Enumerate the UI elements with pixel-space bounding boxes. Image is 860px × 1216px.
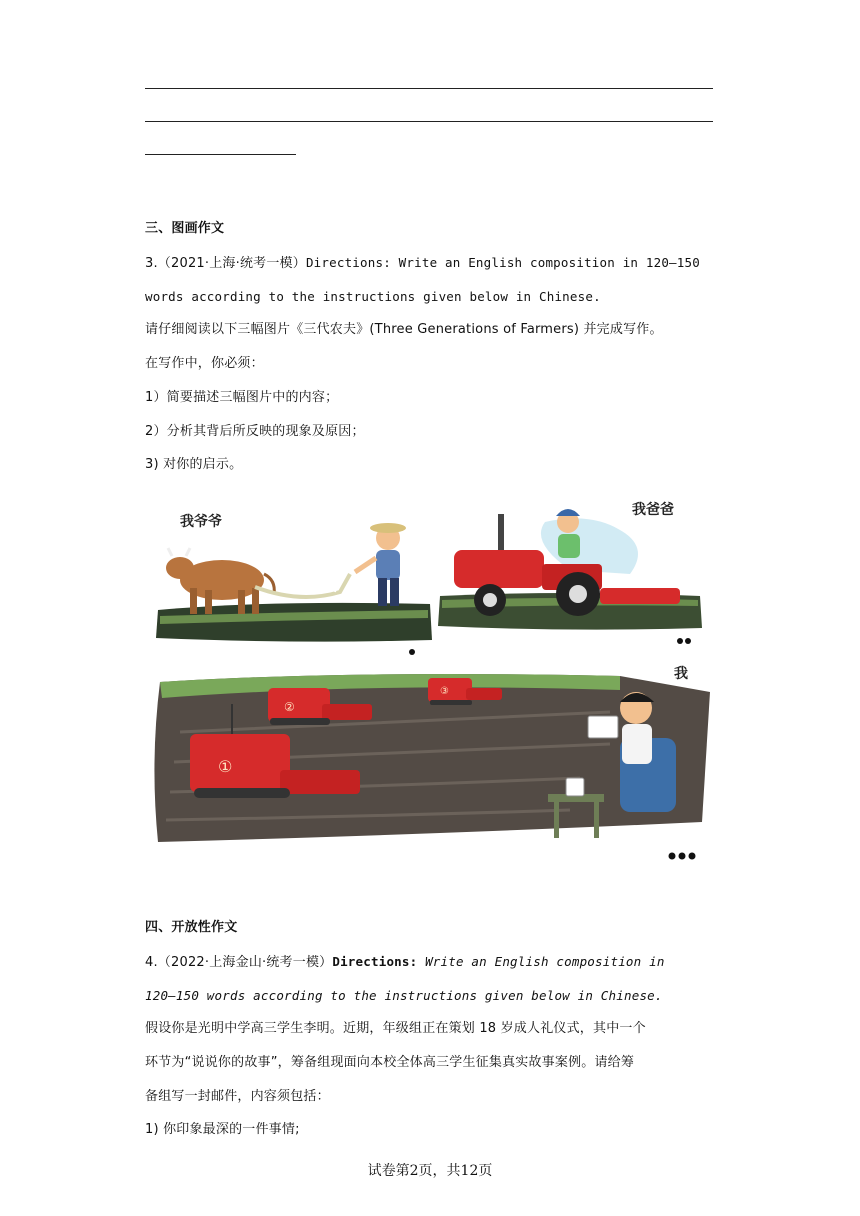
three-generations-illustration — [150, 492, 710, 867]
answer-line-3 — [145, 154, 296, 155]
panel-marker-3c — [689, 853, 696, 860]
panel-me — [154, 666, 710, 842]
panel-grandpa — [156, 513, 432, 642]
section3-requirement-3: 3) 对你的启示。 — [145, 457, 243, 472]
section3-directions-line-1: Directions: Write an English composition in 120—150 — [305, 255, 700, 270]
section4-directions-line-1: Write an English composition in — [417, 954, 665, 969]
section4-heading: 四、开放性作文 — [145, 920, 238, 935]
panel-marker-1 — [409, 649, 415, 655]
section3-instruction-line: 请仔细阅读以下三幅图片《三代农夫》(Three Generations of Farmers) 并完成写作。 — [145, 322, 663, 337]
page-footer: 试卷第2页，共12页 — [367, 1163, 493, 1179]
panel-marker-2a — [677, 638, 683, 644]
robot-3-label: ③ — [440, 686, 449, 697]
robot-1-label: ① — [218, 757, 233, 776]
panel-marker-3a — [669, 853, 676, 860]
panel-dad — [438, 501, 702, 630]
label-me: 我 — [674, 666, 688, 682]
answer-line-1 — [145, 88, 713, 89]
section3-directions-line-2: words according to the instructions given below in Chinese. — [145, 289, 601, 304]
section4-text-line-3: 备组写一封邮件，内容须包括： — [145, 1089, 330, 1104]
section4-question-source: 4.（2022·上海金山·统考一模） — [145, 955, 333, 970]
section3-requirement-intro: 在写作中，你必须： — [145, 356, 264, 371]
section4-text-line-2: 环节为“说说你的故事”，筹备组现面向本校全体高三学生征集真实故事案例。请给筹 — [145, 1055, 635, 1070]
panel-marker-3b — [679, 853, 686, 860]
label-dad: 我爸爸 — [632, 502, 674, 518]
section3-question-source: 3.（2021·上海·统考一模） — [145, 256, 306, 271]
panel-marker-2b — [685, 638, 691, 644]
section4-requirement-1: 1) 你印象最深的一件事情; — [145, 1122, 300, 1137]
answer-line-2 — [145, 121, 713, 122]
section4-question-line-1 — [145, 952, 665, 973]
section3-heading: 三、图画作文 — [145, 221, 225, 236]
section3-question-line-1 — [145, 253, 700, 274]
section3-requirement-2: 2）分析其背后所反映的现象及原因； — [145, 424, 365, 439]
section3-requirement-1: 1）简要描述三幅图片中的内容； — [145, 390, 339, 405]
section4-directions-label: Directions: — [332, 954, 418, 969]
section4-text-line-1: 假设你是光明中学高三学生李明。近期，年级组正在策划 18 岁成人礼仪式，其中一个 — [145, 1021, 646, 1036]
robot-2-label: ② — [284, 700, 295, 714]
section4-directions-line-2: 120—150 words according to the instructions given below in Chinese. — [145, 988, 663, 1003]
label-grandpa: 我爷爷 — [180, 514, 222, 530]
